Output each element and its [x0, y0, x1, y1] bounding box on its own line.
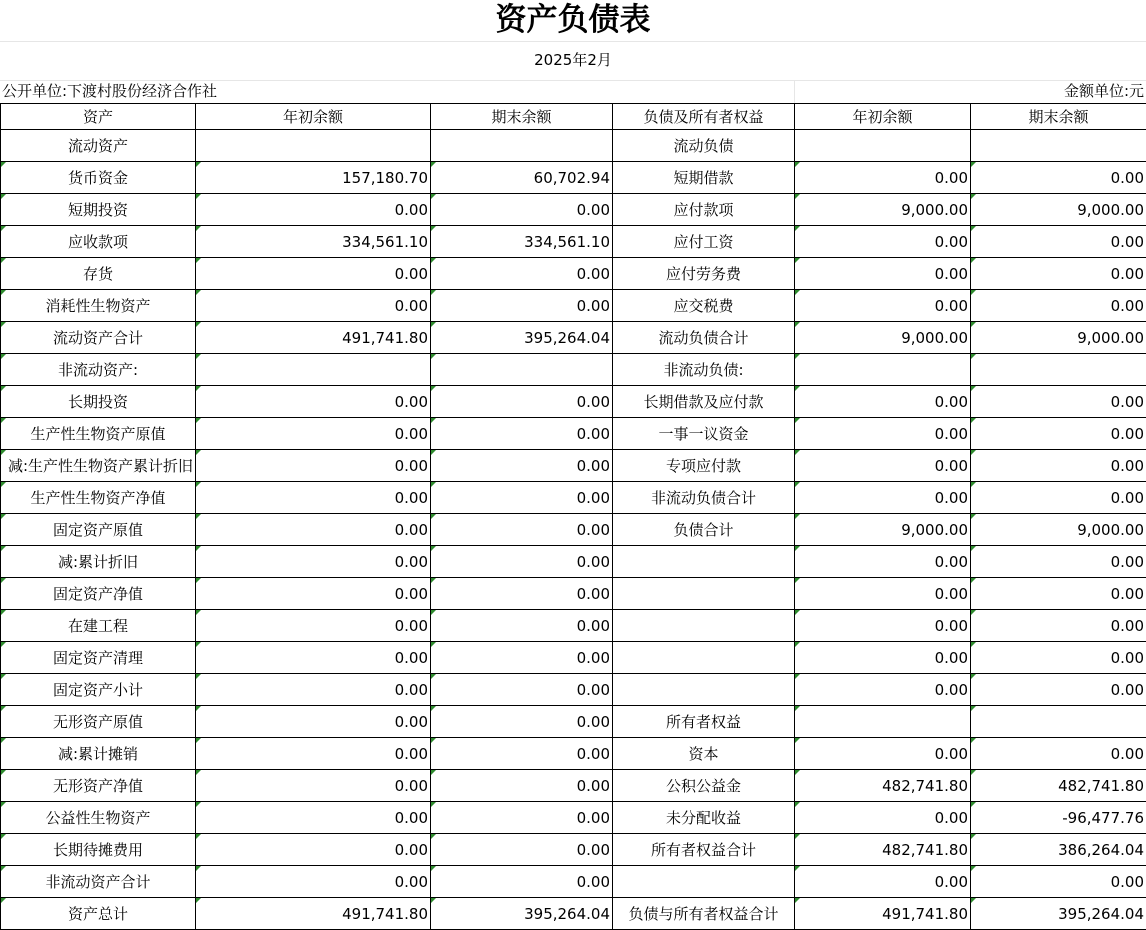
cell-asset-closing[interactable]: 0.00	[431, 578, 613, 610]
table-row	[1, 610, 1146, 642]
cell-asset-closing[interactable]: 60,702.94	[431, 162, 613, 194]
cell-liability-closing[interactable]: 9,000.00	[971, 322, 1146, 354]
cell-asset-closing[interactable]	[431, 354, 613, 386]
cell-asset-opening[interactable]: 0.00	[196, 578, 431, 610]
cell-asset-item[interactable]: 货币资金	[1, 162, 196, 194]
cell-liability-closing[interactable]: 0.00	[971, 162, 1146, 194]
cell-asset-closing[interactable]: 0.00	[431, 738, 613, 770]
cell-liability-closing[interactable]: -96,477.76	[971, 802, 1146, 834]
table-row	[1, 258, 1146, 290]
sheet-title[interactable]: 资产负债表	[0, 0, 1146, 42]
cell-asset-opening[interactable]	[196, 354, 431, 386]
cell-asset-item[interactable]: 非流动资产:	[1, 354, 196, 386]
cell-liability-opening[interactable]: 0.00	[795, 386, 971, 418]
cell-asset-opening[interactable]: 0.00	[196, 290, 431, 322]
header-cell-liabilities[interactable]: 负债及所有者权益	[613, 104, 795, 130]
cell-asset-closing[interactable]: 0.00	[431, 514, 613, 546]
cell-liability-item[interactable]: 应付款项	[613, 194, 795, 226]
cell-liability-item[interactable]	[613, 610, 795, 642]
amount-unit[interactable]: 金额单位:元	[1063, 82, 1144, 100]
cell-liability-item[interactable]: 一事一议资金	[613, 418, 795, 450]
cell-liability-closing[interactable]: 0.00	[971, 482, 1146, 514]
cell-asset-closing[interactable]: 0.00	[431, 706, 613, 738]
cell-liability-opening[interactable]: 0.00	[795, 482, 971, 514]
cell-liability-closing[interactable]: 0.00	[971, 386, 1146, 418]
cell-liability-item[interactable]: 公积公益金	[613, 770, 795, 802]
cell-asset-closing[interactable]: 0.00	[431, 482, 613, 514]
table-row	[1, 386, 1146, 418]
cell-asset-opening[interactable]: 0.00	[196, 514, 431, 546]
cell-liability-closing[interactable]: 0.00	[971, 290, 1146, 322]
table-row	[1, 802, 1146, 834]
cell-liability-item[interactable]: 负债合计	[613, 514, 795, 546]
cell-asset-opening[interactable]: 0.00	[196, 194, 431, 226]
table-row	[1, 290, 1146, 322]
table-row	[1, 226, 1146, 258]
table-row	[1, 738, 1146, 770]
cell-liability-closing[interactable]: 0.00	[971, 258, 1146, 290]
cell-liability-closing[interactable]: 0.00	[971, 642, 1146, 674]
cell-asset-opening[interactable]: 0.00	[196, 738, 431, 770]
cell-liability-closing[interactable]	[971, 354, 1146, 386]
cell-asset-item[interactable]: 固定资产原值	[1, 514, 196, 546]
cell-asset-closing[interactable]: 395,264.04	[431, 898, 613, 930]
cell-asset-item[interactable]: 短期投资	[1, 194, 196, 226]
table-row	[1, 130, 1146, 162]
cell-asset-closing[interactable]: 0.00	[431, 770, 613, 802]
cell-liability-item[interactable]: 流动负债合计	[613, 322, 795, 354]
cell-liability-item[interactable]: 所有者权益	[613, 706, 795, 738]
cell-asset-item[interactable]: 生产性生物资产原值	[1, 418, 196, 450]
cell-liability-closing[interactable]: 0.00	[971, 418, 1146, 450]
table-row	[1, 514, 1146, 546]
cell-liability-item[interactable]: 短期借款	[613, 162, 795, 194]
cell-liability-opening[interactable]: 0.00	[795, 578, 971, 610]
cell-liability-closing[interactable]: 0.00	[971, 610, 1146, 642]
table-row	[1, 706, 1146, 738]
header-cell-liabilities-closing[interactable]: 期末余额	[971, 104, 1146, 130]
cell-liability-closing[interactable]: 0.00	[971, 674, 1146, 706]
cell-asset-closing[interactable]: 0.00	[431, 674, 613, 706]
table-row	[1, 674, 1146, 706]
cell-asset-closing[interactable]: 0.00	[431, 866, 613, 898]
cell-asset-item[interactable]: 固定资产小计	[1, 674, 196, 706]
cell-asset-closing[interactable]: 334,561.10	[431, 226, 613, 258]
header-cell-assets-opening[interactable]: 年初余额	[196, 104, 431, 130]
cell-divider	[794, 80, 795, 103]
cell-liability-opening[interactable]: 0.00	[795, 802, 971, 834]
header-cell-liabilities-opening[interactable]: 年初余额	[795, 104, 971, 130]
cell-asset-item[interactable]: 固定资产净值	[1, 578, 196, 610]
cell-asset-item[interactable]: 存货	[1, 258, 196, 290]
reporting-unit[interactable]: 公开单位:下渡村股份经济合作社	[2, 82, 218, 100]
header-row	[1, 104, 1146, 130]
cell-liability-closing[interactable]: 0.00	[971, 578, 1146, 610]
cell-asset-item[interactable]: 资产总计	[1, 898, 196, 930]
cell-liability-opening[interactable]: 0.00	[795, 226, 971, 258]
cell-asset-item[interactable]: 消耗性生物资产	[1, 290, 196, 322]
cell-asset-opening[interactable]: 0.00	[196, 866, 431, 898]
table-row	[1, 162, 1146, 194]
cell-liability-opening[interactable]: 0.00	[795, 450, 971, 482]
cell-liability-item[interactable]: 长期借款及应付款	[613, 386, 795, 418]
cell-liability-item[interactable]: 应付劳务费	[613, 258, 795, 290]
cell-liability-item[interactable]: 负债与所有者权益合计	[613, 898, 795, 930]
cell-liability-opening[interactable]: 0.00	[795, 418, 971, 450]
table-row	[1, 866, 1146, 898]
cell-liability-opening[interactable]: 0.00	[795, 546, 971, 578]
cell-asset-closing[interactable]: 0.00	[431, 546, 613, 578]
cell-liability-item[interactable]: 非流动负债:	[613, 354, 795, 386]
cell-liability-opening[interactable]: 482,741.80	[795, 770, 971, 802]
cell-asset-closing[interactable]	[431, 130, 613, 162]
cell-liability-item[interactable]	[613, 866, 795, 898]
header-cell-assets[interactable]: 资产	[1, 104, 196, 130]
cell-asset-item[interactable]: 长期投资	[1, 386, 196, 418]
table-row	[1, 578, 1146, 610]
cell-liability-item[interactable]: 应交税费	[613, 290, 795, 322]
table-row	[1, 482, 1146, 514]
cell-asset-opening[interactable]: 0.00	[196, 450, 431, 482]
report-period[interactable]: 2025年2月	[0, 41, 1146, 81]
cell-liability-opening[interactable]: 482,741.80	[795, 834, 971, 866]
cell-liability-item[interactable]: 应付工资	[613, 226, 795, 258]
cell-asset-item[interactable]: 应收款项	[1, 226, 196, 258]
cell-liability-closing[interactable]: 395,264.04	[971, 898, 1146, 930]
cell-asset-opening[interactable]: 0.00	[196, 546, 431, 578]
cell-liability-opening[interactable]: 491,741.80	[795, 898, 971, 930]
cell-asset-closing[interactable]: 0.00	[431, 194, 613, 226]
cell-liability-item[interactable]	[613, 546, 795, 578]
cell-asset-opening[interactable]	[196, 130, 431, 162]
cell-asset-opening[interactable]: 334,561.10	[196, 226, 431, 258]
cell-liability-closing[interactable]: 0.00	[971, 226, 1146, 258]
cell-liability-item[interactable]	[613, 642, 795, 674]
cell-asset-item[interactable]: 减:累计折旧	[1, 546, 196, 578]
cell-liability-closing[interactable]: 0.00	[971, 738, 1146, 770]
cell-asset-item[interactable]: 公益性生物资产	[1, 802, 196, 834]
cell-asset-item[interactable]: 在建工程	[1, 610, 196, 642]
cell-liability-item[interactable]: 未分配收益	[613, 802, 795, 834]
table-row	[1, 834, 1146, 866]
cell-liability-closing[interactable]: 0.00	[971, 866, 1146, 898]
cell-asset-opening[interactable]: 491,741.80	[196, 322, 431, 354]
cell-asset-opening[interactable]: 0.00	[196, 610, 431, 642]
cell-liability-item[interactable]	[613, 674, 795, 706]
cell-liability-closing[interactable]: 386,264.04	[971, 834, 1146, 866]
cell-asset-item[interactable]: 无形资产净值	[1, 770, 196, 802]
cell-liability-closing[interactable]: 482,741.80	[971, 770, 1146, 802]
header-cell-assets-closing[interactable]: 期末余额	[431, 104, 613, 130]
cell-liability-opening[interactable]: 0.00	[795, 674, 971, 706]
cell-liability-closing[interactable]: 0.00	[971, 546, 1146, 578]
cell-asset-opening[interactable]: 0.00	[196, 482, 431, 514]
cell-asset-opening[interactable]: 0.00	[196, 674, 431, 706]
cell-liability-opening[interactable]: 0.00	[795, 290, 971, 322]
cell-liability-closing[interactable]: 0.00	[971, 450, 1146, 482]
cell-asset-closing[interactable]: 0.00	[431, 386, 613, 418]
cell-liability-closing[interactable]: 9,000.00	[971, 194, 1146, 226]
cell-liability-item[interactable]: 流动负债	[613, 130, 795, 162]
cell-liability-opening[interactable]: 9,000.00	[795, 194, 971, 226]
cell-asset-opening[interactable]: 491,741.80	[196, 898, 431, 930]
cell-asset-item[interactable]: 流动资产合计	[1, 322, 196, 354]
table-row	[1, 418, 1146, 450]
cell-asset-item[interactable]: 流动资产	[1, 130, 196, 162]
cell-liability-opening[interactable]: 0.00	[795, 610, 971, 642]
cell-liability-opening[interactable]: 0.00	[795, 642, 971, 674]
cell-asset-closing[interactable]: 0.00	[431, 802, 613, 834]
cell-asset-item[interactable]: 无形资产原值	[1, 706, 196, 738]
table-row	[1, 770, 1146, 802]
cell-liability-opening[interactable]: 9,000.00	[795, 514, 971, 546]
cell-liability-item[interactable]: 资本	[613, 738, 795, 770]
cell-liability-item[interactable]: 专项应付款	[613, 450, 795, 482]
cell-asset-closing[interactable]: 0.00	[431, 258, 613, 290]
cell-liability-closing[interactable]: 9,000.00	[971, 514, 1146, 546]
cell-liability-item[interactable]: 所有者权益合计	[613, 834, 795, 866]
cell-asset-opening[interactable]: 0.00	[196, 258, 431, 290]
cell-asset-opening[interactable]: 0.00	[196, 386, 431, 418]
table-row	[1, 322, 1146, 354]
cell-liability-opening[interactable]	[795, 706, 971, 738]
cell-asset-opening[interactable]: 0.00	[196, 706, 431, 738]
table-row	[1, 354, 1146, 386]
cell-liability-opening[interactable]	[795, 130, 971, 162]
table-row	[1, 546, 1146, 578]
cell-liability-opening[interactable]: 0.00	[795, 258, 971, 290]
cell-asset-closing[interactable]: 0.00	[431, 418, 613, 450]
cell-asset-closing[interactable]: 0.00	[431, 834, 613, 866]
table-row	[1, 898, 1146, 930]
cell-asset-item[interactable]: 减:生产性生物资产累计折旧	[1, 450, 196, 482]
cell-liability-item[interactable]	[613, 578, 795, 610]
table-row	[1, 194, 1146, 226]
cell-liability-opening[interactable]: 0.00	[795, 738, 971, 770]
cell-asset-opening[interactable]: 0.00	[196, 802, 431, 834]
cell-liability-closing[interactable]	[971, 130, 1146, 162]
cell-liability-closing[interactable]	[971, 706, 1146, 738]
cell-asset-item[interactable]: 非流动资产合计	[1, 866, 196, 898]
table-row	[1, 642, 1146, 674]
cell-asset-item[interactable]: 生产性生物资产净值	[1, 482, 196, 514]
cell-asset-closing[interactable]: 0.00	[431, 290, 613, 322]
cell-asset-opening[interactable]: 0.00	[196, 770, 431, 802]
balance-sheet-table	[0, 103, 1146, 930]
cell-liability-opening[interactable]: 9,000.00	[795, 322, 971, 354]
cell-liability-item[interactable]: 非流动负债合计	[613, 482, 795, 514]
cell-liability-opening[interactable]: 0.00	[795, 162, 971, 194]
cell-asset-opening[interactable]: 0.00	[196, 642, 431, 674]
cell-asset-closing[interactable]: 0.00	[431, 642, 613, 674]
cell-asset-closing[interactable]: 0.00	[431, 450, 613, 482]
cell-asset-opening[interactable]: 0.00	[196, 418, 431, 450]
cell-asset-item[interactable]: 减:累计摊销	[1, 738, 196, 770]
cell-asset-item[interactable]: 固定资产清理	[1, 642, 196, 674]
table-row	[1, 450, 1146, 482]
cell-asset-opening[interactable]: 157,180.70	[196, 162, 431, 194]
cell-asset-closing[interactable]: 0.00	[431, 610, 613, 642]
cell-asset-item[interactable]: 长期待摊费用	[1, 834, 196, 866]
cell-asset-closing[interactable]: 395,264.04	[431, 322, 613, 354]
cell-liability-opening[interactable]: 0.00	[795, 866, 971, 898]
cell-asset-opening[interactable]: 0.00	[196, 834, 431, 866]
cell-liability-opening[interactable]	[795, 354, 971, 386]
